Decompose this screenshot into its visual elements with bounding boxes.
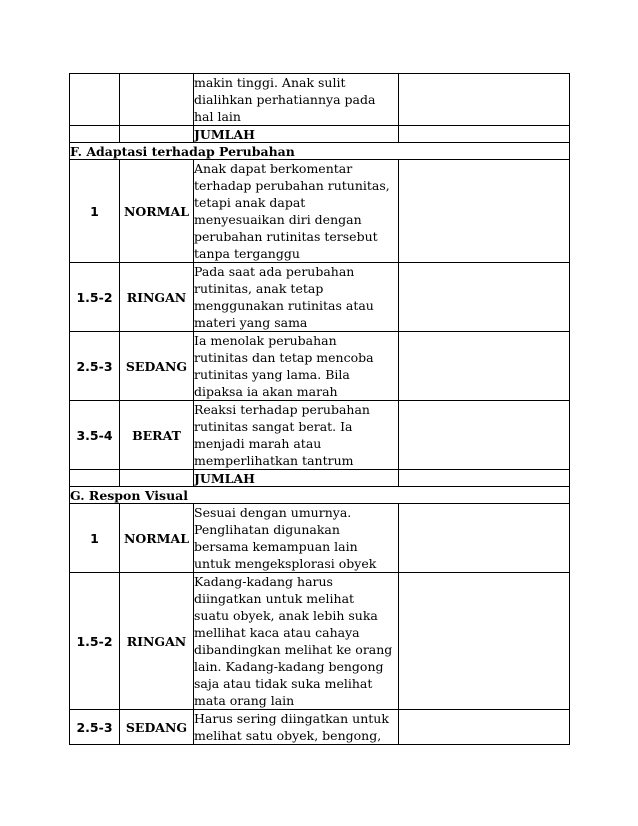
criteria-row bbox=[70, 332, 570, 401]
description-line: Ia menolak perubahan bbox=[194, 333, 337, 348]
severity-level: NORMAL bbox=[120, 504, 194, 573]
description-line: Kadang-kadang harus bbox=[194, 574, 333, 589]
criteria-row bbox=[70, 573, 570, 710]
criteria-description bbox=[194, 573, 399, 710]
criteria-description bbox=[194, 332, 399, 401]
criteria-description bbox=[194, 263, 399, 332]
description-line: makin tinggi. Anak sulit bbox=[194, 75, 346, 90]
description-line: Sesuai dengan umurnya. bbox=[194, 505, 352, 520]
section-header-row bbox=[70, 487, 570, 504]
description-line: perubahan rutinitas tersebut bbox=[194, 229, 378, 244]
empty-score-cell bbox=[70, 470, 120, 487]
jumlah-label: JUMLAH bbox=[194, 126, 399, 143]
criteria-description bbox=[194, 504, 399, 573]
rating-cell bbox=[399, 401, 570, 470]
jumlah-row bbox=[70, 470, 570, 487]
rating-cell bbox=[399, 710, 570, 745]
criteria-description bbox=[194, 401, 399, 470]
description-line: Pada saat ada perubahan bbox=[194, 264, 355, 279]
description-line: materi yang sama bbox=[194, 315, 308, 330]
rubric-body bbox=[70, 74, 570, 745]
score-range: 2.5-3 bbox=[70, 710, 120, 745]
criteria-row bbox=[70, 401, 570, 470]
rating-cell bbox=[399, 160, 570, 263]
jumlah-row bbox=[70, 126, 570, 143]
description-line: rutinitas sangat berat. Ia bbox=[194, 419, 353, 434]
severity-level: RINGAN bbox=[120, 263, 194, 332]
rating-cell bbox=[399, 332, 570, 401]
description-line: hal lain bbox=[194, 109, 241, 124]
severity-level: SEDANG bbox=[120, 332, 194, 401]
description-line: memperlihatkan tantrum bbox=[194, 453, 354, 468]
empty-level-cell bbox=[120, 126, 194, 143]
criteria-row bbox=[70, 263, 570, 332]
empty-level-cell bbox=[120, 470, 194, 487]
description-line: menyesuaikan diri dengan bbox=[194, 212, 362, 227]
description-line: Reaksi terhadap perubahan bbox=[194, 402, 370, 417]
criteria-description bbox=[194, 160, 399, 263]
description-line: rutinitas, anak tetap bbox=[194, 281, 324, 296]
section-title: F. Adaptasi terhadap Perubahan bbox=[70, 143, 570, 160]
rubric-table bbox=[69, 73, 570, 745]
description-line: dialihkan perhatiannya pada bbox=[194, 92, 376, 107]
score-range: 2.5-3 bbox=[70, 332, 120, 401]
description-line: mata orang lain bbox=[194, 693, 295, 708]
rating-cell bbox=[399, 573, 570, 710]
criteria-description bbox=[194, 74, 399, 126]
criteria-row bbox=[70, 504, 570, 573]
description-line: rutinitas dan tetap mencoba bbox=[194, 350, 374, 365]
severity-level: NORMAL bbox=[120, 160, 194, 263]
empty-score-cell bbox=[70, 126, 120, 143]
criteria-row bbox=[70, 710, 570, 745]
description-line: tetapi anak dapat bbox=[194, 195, 306, 210]
rating-cell bbox=[399, 504, 570, 573]
description-line: dibandingkan melihat ke orang bbox=[194, 642, 393, 657]
severity-level: RINGAN bbox=[120, 573, 194, 710]
score-range: 1 bbox=[70, 504, 120, 573]
score-range: 1 bbox=[70, 160, 120, 263]
score-range: 1.5-2 bbox=[70, 573, 120, 710]
jumlah-label: JUMLAH bbox=[194, 470, 399, 487]
criteria-row bbox=[70, 160, 570, 263]
description-line: terhadap perubahan rutunitas, bbox=[194, 178, 390, 193]
description-line: suatu obyek, anak lebih suka bbox=[194, 608, 378, 623]
description-line: tanpa terganggu bbox=[194, 246, 300, 261]
severity-level: BERAT bbox=[120, 401, 194, 470]
description-line: diingatkan untuk melihat bbox=[194, 591, 355, 606]
empty-level-cell bbox=[120, 74, 194, 126]
description-line: mellihat kaca atau cahaya bbox=[194, 625, 360, 640]
score-range: 3.5-4 bbox=[70, 401, 120, 470]
rating-cell bbox=[399, 74, 570, 126]
description-line: menggunakan rutinitas atau bbox=[194, 298, 374, 313]
description-line: Harus sering diingatkan untuk bbox=[194, 711, 389, 726]
total-value-cell bbox=[399, 470, 570, 487]
description-line: rutinitas yang lama. Bila bbox=[194, 367, 350, 382]
description-line: untuk mengeksplorasi obyek bbox=[194, 556, 377, 571]
description-line: Anak dapat berkomentar bbox=[194, 161, 353, 176]
description-line: menjadi marah atau bbox=[194, 436, 322, 451]
severity-level: SEDANG bbox=[120, 710, 194, 745]
total-value-cell bbox=[399, 126, 570, 143]
criteria-description bbox=[194, 710, 399, 745]
empty-score-cell bbox=[70, 74, 120, 126]
description-line: Penglihatan digunakan bbox=[194, 522, 340, 537]
continuation-row bbox=[70, 74, 570, 126]
description-line: bersama kemampuan lain bbox=[194, 539, 358, 554]
description-line: melihat satu obyek, bengong, bbox=[194, 728, 382, 743]
description-line: dipaksa ia akan marah bbox=[194, 384, 338, 399]
description-line: saja atau tidak suka melihat bbox=[194, 676, 373, 691]
description-line: lain. Kadang-kadang bengong bbox=[194, 659, 384, 674]
rating-cell bbox=[399, 263, 570, 332]
section-title: G. Respon Visual bbox=[70, 487, 570, 504]
section-header-row bbox=[70, 143, 570, 160]
score-range: 1.5-2 bbox=[70, 263, 120, 332]
